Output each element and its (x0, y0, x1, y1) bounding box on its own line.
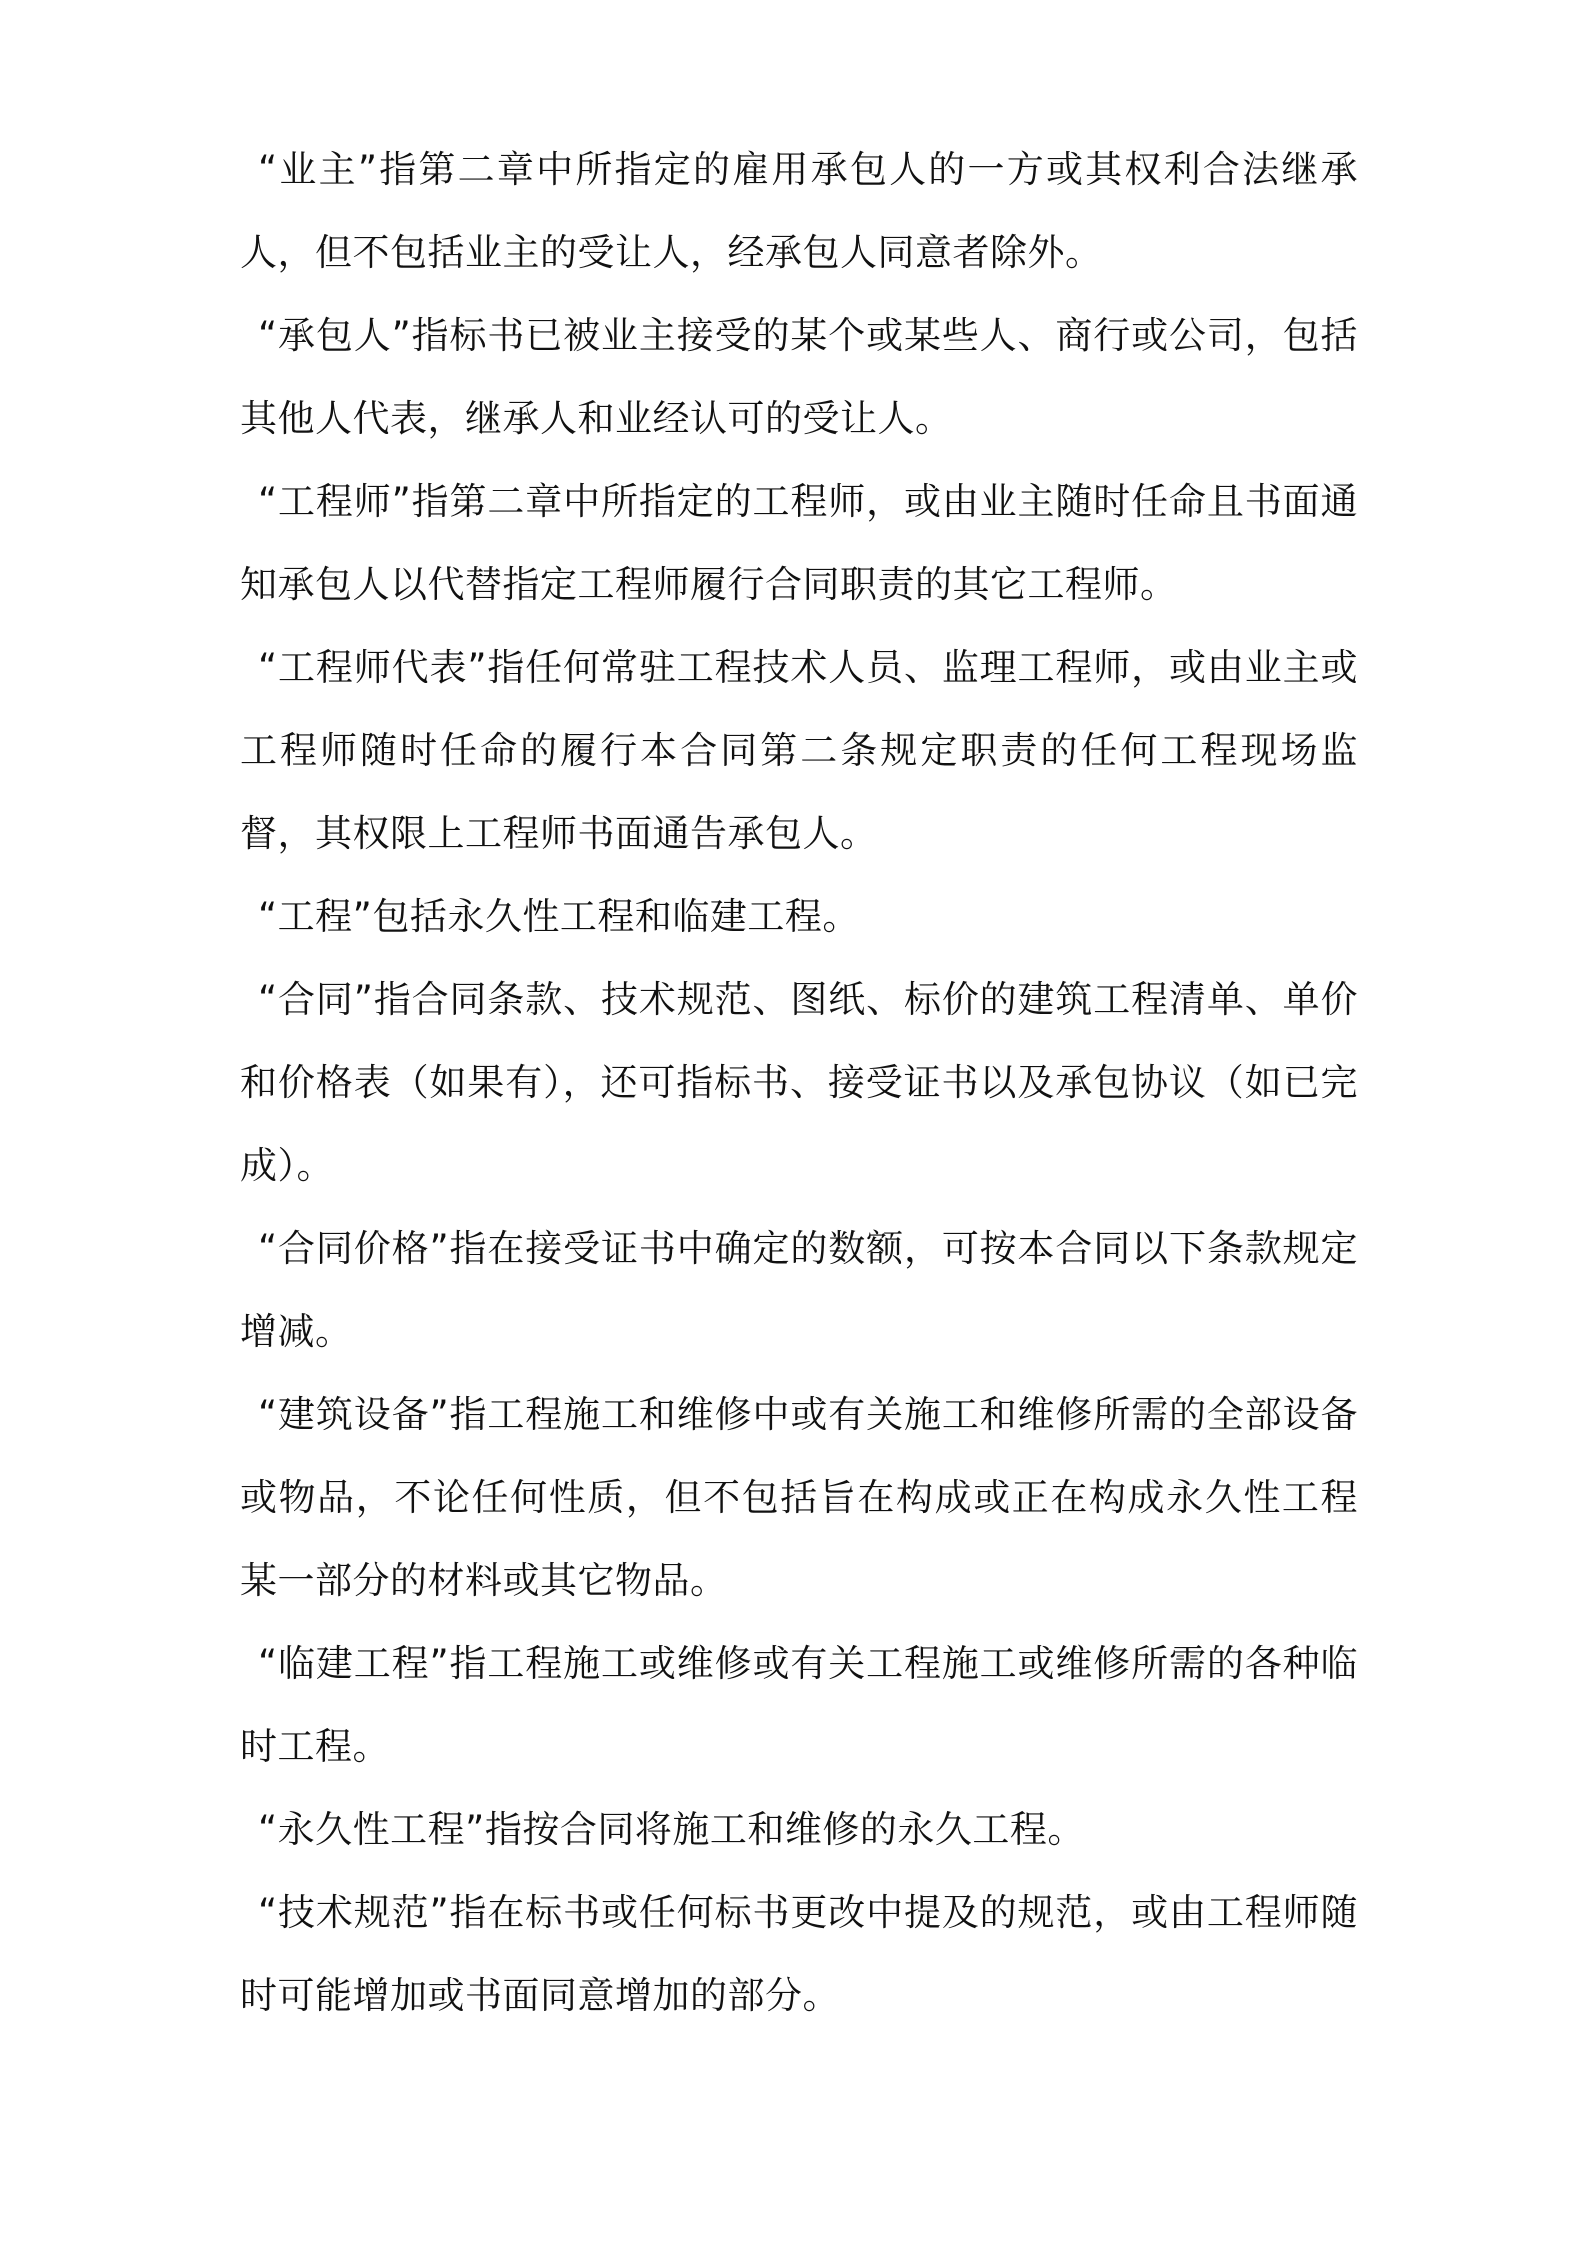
definition-contractor: “承包人”指标书已被业主接受的某个或某些人、商行或公司，包括其他人代表，继承人和业经认可的受让人。 (240, 314, 1358, 440)
document-body (240, 128, 1358, 2037)
definition-temporary-works: “临建工程”指工程施工或维修或有关工程施工或维修所需的各种临时工程。 (240, 1642, 1358, 1768)
definition-engineer-representative: “工程师代表”指任何常驻工程技术人员、监理工程师，或由业主或工程师随时任命的履行本合同第二条规定职责的任何工程现场监督，其权限上工程师书面通告承包人。 (240, 646, 1358, 855)
definition-contract-price: “合同价格”指在接受证书中确定的数额，可按本合同以下条款规定增减。 (240, 1227, 1358, 1353)
definition-engineer: “工程师”指第二章中所指定的工程师，或由业主随时任命且书面通知承包人以代替指定工程师履行合同职责的其它工程师。 (240, 480, 1358, 606)
definition-works: “工程”包括永久性工程和临建工程。 (258, 895, 860, 938)
definition-owner: “业主”指第二章中所指定的雇用承包人的一方或其权利合法继承人，但不包括业主的受让人，经承包人同意者除外。 (240, 148, 1358, 274)
definition-construction-equipment: “建筑设备”指工程施工和维修中或有关施工和维修所需的全部设备或物品，不论任何性质，但不包括旨在构成或正在构成永久性工程某一部分的材料或其它物品。 (240, 1393, 1358, 1602)
definition-contract: “合同”指合同条款、技术规范、图纸、标价的建筑工程清单、单价和价格表（如果有），还可指标书、接受证书以及承包协议（如已完成）。 (240, 978, 1358, 1187)
definition-specification: “技术规范”指在标书或任何标书更改中提及的规范，或由工程师随时可能增加或书面同意增加的部分。 (240, 1891, 1358, 2017)
definition-permanent-works: “永久性工程”指按合同将施工和维修的永久工程。 (258, 1808, 1085, 1851)
